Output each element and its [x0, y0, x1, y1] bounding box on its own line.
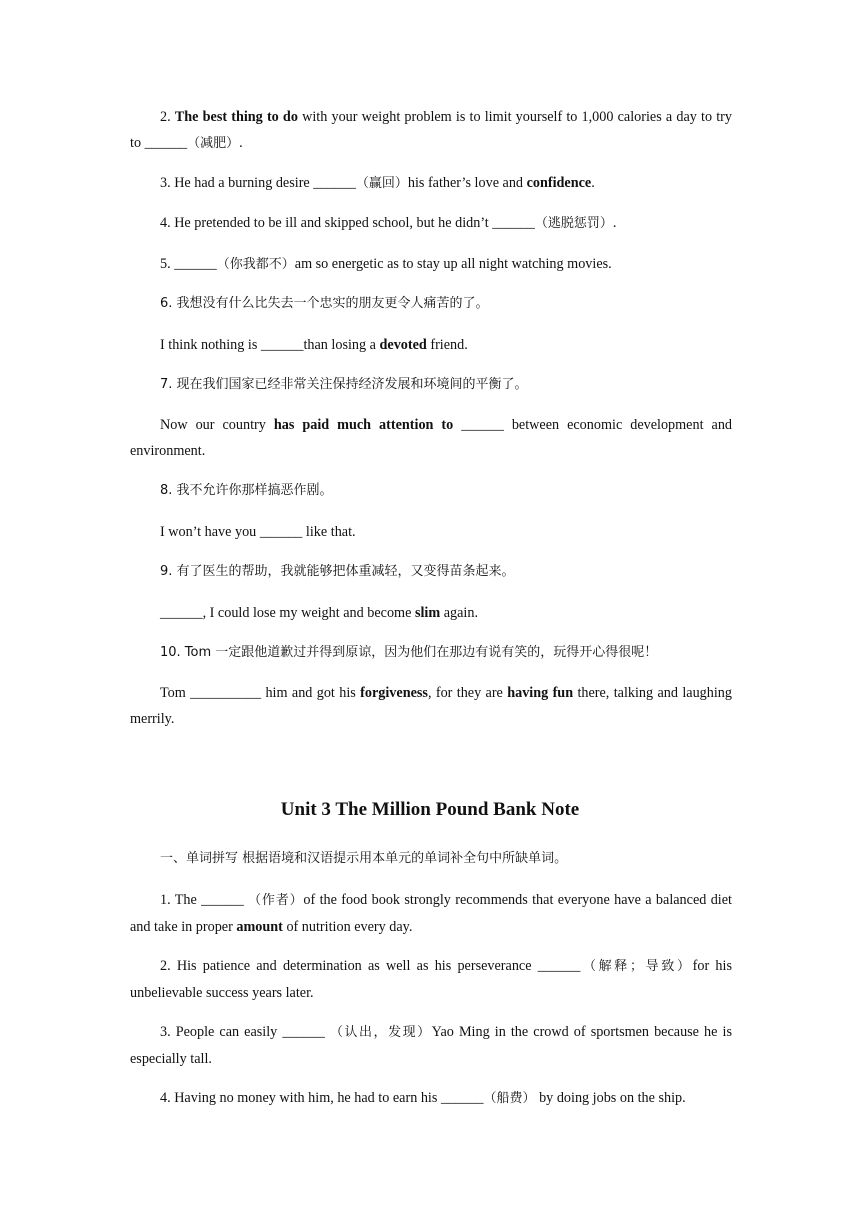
- question-7-chinese: 7. 现在我们国家已经非常关注保持经济发展和环境间的平衡了。: [160, 377, 528, 392]
- question-9-chinese: 9. 有了医生的帮助，我就能够把体重减轻，又变得苗条起来。: [160, 564, 515, 579]
- question-2: [130, 104, 732, 157]
- q2-num: 2.: [160, 109, 175, 125]
- q2-text: with your weight problem is to limit yourself to 1,000 calories a day to try to ______: [130, 109, 732, 151]
- q9-text: ______, I could lose my weight and become: [160, 605, 415, 621]
- question-8-chinese: 8. 我不允许你那样搞恶作剧。: [160, 483, 333, 498]
- q7-text: Now our country: [160, 417, 274, 433]
- spelling-question-1: [130, 887, 732, 940]
- question-9-english: [160, 600, 478, 626]
- q2-end: .: [239, 135, 243, 151]
- q10-text3: there, talking and laughing merrily.: [130, 685, 732, 727]
- section-heading: 一、单词拼写 根据语境和汉语提示用本单元的单词补全句中所缺单词。: [160, 851, 568, 866]
- s1-bold-word: amount: [236, 919, 283, 935]
- q10-text: Tom __________ him and got his: [160, 685, 361, 701]
- unit-title: Unit 3 The Million Pound Bank Note: [280, 799, 580, 820]
- q3-text2: his father’s love and: [407, 175, 527, 191]
- q6-text2: friend.: [426, 337, 468, 353]
- q4-text: 4. He pretended to be ill and skipped school, but he didn’t ______: [160, 215, 535, 231]
- q5-text: 5. ______: [160, 256, 217, 272]
- spelling-question-4: [160, 1085, 686, 1112]
- s3-text: 3. People can easily ______: [160, 1024, 330, 1040]
- s3-text2: Yao Ming in the crowd of sportsmen because he is especially tall.: [130, 1024, 732, 1067]
- s2-text: 2. His patience and determination as well as his perseverance ______: [160, 958, 581, 974]
- q7-bold-phrase: has paid much attention to: [273, 417, 454, 433]
- q6-text: I think nothing is ______than losing a: [160, 337, 380, 353]
- question-8-english: I won’t have you ______ like that.: [160, 524, 356, 540]
- s4-hint: （船费）: [483, 1091, 536, 1106]
- question-10-chinese: 10. Tom 一定跟他道歉过并得到原谅，因为他们在那边有说有笑的，玩得开心得很呢！: [160, 645, 658, 660]
- q5-text2: am so energetic as to stay up all night watching movies.: [294, 256, 612, 272]
- question-3: [160, 170, 595, 197]
- s1-text: 1. The ______: [160, 892, 249, 908]
- q5-hint: （你我都不）: [216, 257, 295, 272]
- question-6-english: [160, 332, 468, 358]
- s1-hint: （作者）: [248, 893, 304, 908]
- s3-hint: （认出，发现）: [329, 1025, 432, 1040]
- s1-text2: of the food book strongly recommends that everyone have a balanced diet and take in proper: [130, 892, 732, 935]
- s4-text: 4. Having no money with him, he had to earn his ______: [160, 1090, 484, 1106]
- question-6-chinese: 6. 我想没有什么比失去一个忠实的朋友更令人痛苦的了。: [160, 296, 489, 311]
- spelling-question-3: [130, 1019, 732, 1072]
- q2-hint: （减肥）: [187, 136, 240, 151]
- q6-bold-word: devoted: [379, 337, 427, 353]
- q10-bold-word: forgiveness: [360, 685, 428, 701]
- q2-bold-phrase: The best thing to do: [174, 109, 298, 125]
- q10-bold-phrase: having fun: [507, 685, 574, 701]
- q3-text: 3. He had a burning desire ______: [160, 175, 356, 191]
- q7-text2: ______ between economic development and environment.: [130, 417, 733, 459]
- spelling-question-2: [130, 953, 732, 1006]
- s2-text2: for his unbelievable success years later.: [130, 958, 732, 1001]
- s1-text3: of nutrition every day.: [282, 919, 413, 935]
- q9-bold-word: slim: [414, 605, 441, 621]
- q4-hint: （逃脱惩罚）: [534, 216, 613, 231]
- question-4: [160, 210, 616, 237]
- q10-text2: , for they are: [427, 685, 508, 701]
- question-7-english: [130, 412, 732, 464]
- s4-text2: by doing jobs on the ship.: [535, 1090, 686, 1106]
- q3-hint: （赢回）: [355, 176, 408, 191]
- q9-text2: again.: [440, 605, 478, 621]
- q3-bold-word: confidence: [526, 175, 592, 191]
- q4-end: .: [612, 215, 617, 231]
- question-10-english: [130, 680, 732, 732]
- s2-hint: （解释；导致）: [580, 959, 693, 974]
- question-5: [160, 251, 612, 278]
- q3-end: .: [591, 175, 595, 191]
